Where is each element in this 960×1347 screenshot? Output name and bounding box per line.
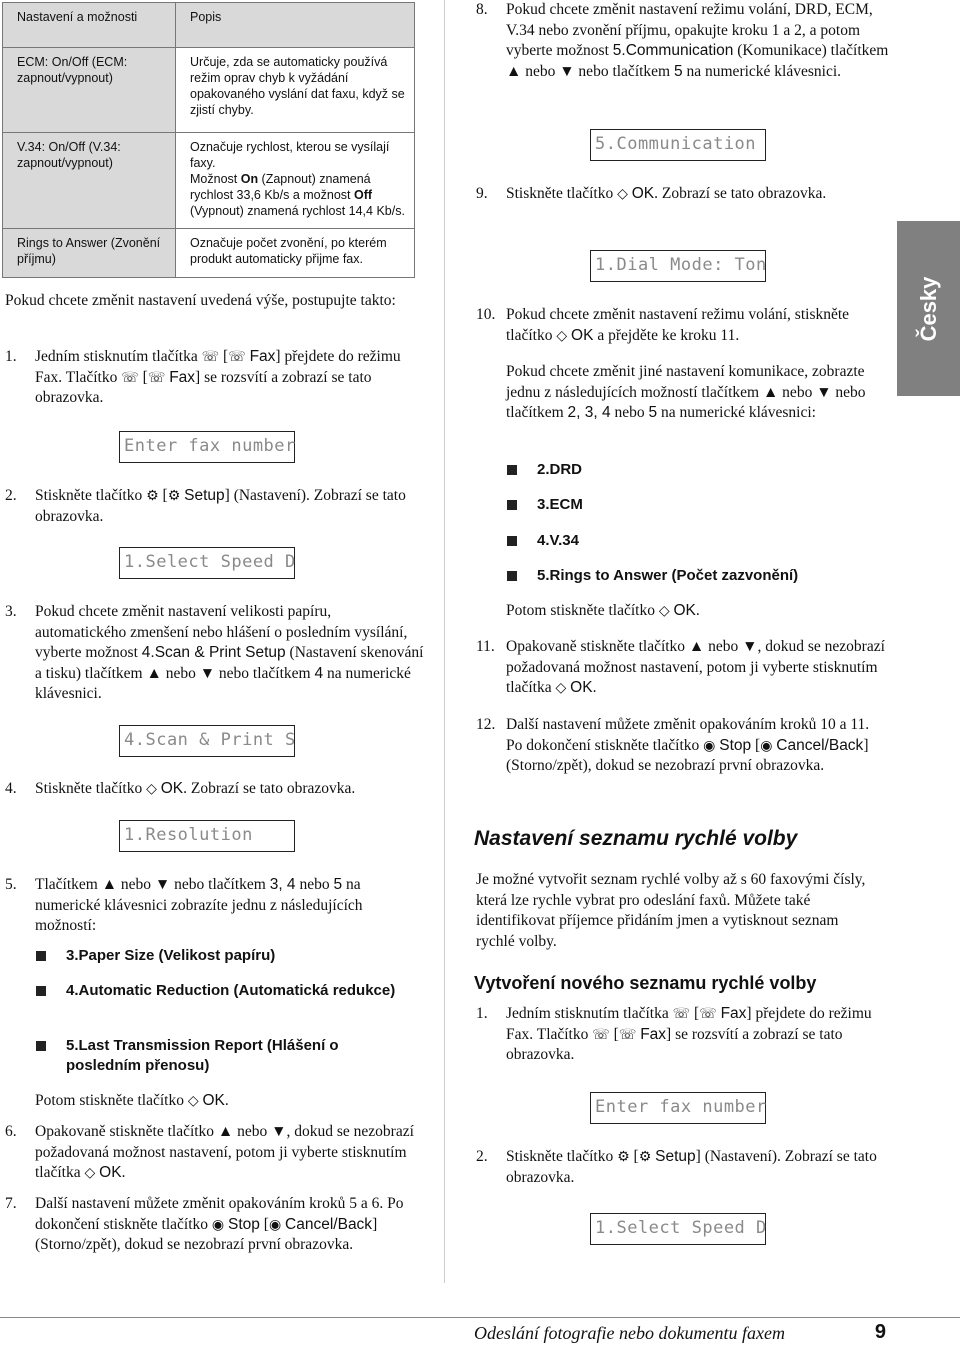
setup-icon: ⚙: [167, 488, 181, 504]
option-item: 4.Automatic Reduction (Automatická redukce): [66, 981, 406, 1001]
option-item: 4.V.34: [537, 531, 877, 551]
bullet-icon: [507, 500, 517, 510]
step-text: Opakovaně stiskněte tlačítko ▲ nebo ▼, dokud se nezobrazí požadovaná možnost nastavení, potom ji vyberte stisknutím tlačítka: [506, 638, 885, 696]
lcd-screen: 1.Select Speed D: [590, 1213, 766, 1245]
step-text: Pokud chcete změnit nastavení režimu volání, stiskněte tlačítko: [506, 306, 850, 344]
step-text: Stiskněte tlačítko: [35, 780, 143, 797]
step-text: přejdete do režimu Fax. Tlačítko: [35, 348, 401, 386]
option-label: 5.Communication: [612, 42, 734, 59]
step-number: 7.: [5, 1195, 17, 1212]
setup-button-label: Setup: [184, 487, 225, 504]
setting-name: V.34: On/Off (V.34: zapnout/vypnout): [3, 133, 176, 229]
ok-icon: ◇: [555, 680, 567, 696]
step-text: . Zobrazí se tato obrazovka.: [654, 185, 827, 202]
ok-icon: ◇: [84, 1165, 96, 1181]
step-number: 1.: [5, 348, 17, 365]
stop-icon: ◉: [703, 737, 716, 754]
fax-icon: ☏: [147, 369, 166, 386]
ok-button-label: OK: [99, 1164, 122, 1181]
fax-button-label: Fax: [249, 348, 276, 365]
table-row: [3, 229, 415, 278]
ok-button-label: OK: [673, 602, 696, 619]
step-number: 4.: [5, 780, 17, 797]
step-number: 2.: [476, 1148, 488, 1165]
setting-name: ECM: On/Off (ECM: zapnout/vypnout): [3, 48, 176, 133]
desc-text: Označuje rychlost, kterou se vysílají faxy.: [190, 140, 390, 170]
section-title: Nastavení seznamu rychlé volby: [474, 827, 798, 850]
step-text: Další nastavení můžete změnit opakováním kroků 10 a 11. Po dokončení stiskněte tlačítko: [506, 716, 870, 754]
fax-icon: ☏: [699, 1006, 717, 1022]
cancel-button-label: Cancel/Back: [776, 736, 864, 754]
page-number: 9: [874, 1321, 886, 1343]
step-text: (Storno/zpět), dokud se nezobrazí první obrazovka.: [35, 1236, 354, 1253]
ok-button-label: OK: [631, 185, 655, 202]
fax-button-label: Fax: [169, 368, 196, 386]
bullet-icon: [507, 571, 517, 581]
table-header-setting: Nastavení a možnosti: [3, 3, 176, 48]
setup-icon: ⚙: [617, 1149, 630, 1165]
then-text: Potom stiskněte tlačítko ◇ OK.: [35, 1091, 425, 1112]
step-text: . Zobrazí se tato obrazovka.: [183, 780, 356, 797]
step-1: 1. Jedním stisknutím tlačítka ☏ [☏ Fax] přejdete do režimu Fax. Tlačítko ☏ [☏ Fax] se rozsvítí a zobrazí se tato obrazovka.: [5, 348, 401, 406]
step-text: Opakovaně stiskněte tlačítko ▲ nebo ▼, dokud se nezobrazí požadovaná možnost nastavení, potom ji vyberte stisknutím tlačítka: [35, 1123, 414, 1181]
ok-icon: ◇: [146, 781, 157, 797]
option-item: 3.Paper Size (Velikost papíru): [66, 946, 406, 966]
step-text: Stiskněte tlačítko: [506, 185, 614, 202]
fax-icon: ☏: [592, 1026, 610, 1043]
ok-button-label: OK: [160, 780, 184, 797]
bullet-icon: [507, 465, 517, 475]
bullet-icon: [507, 536, 517, 546]
new-step-1: 1. Jedním stisknutím tlačítka ☏ [☏ Fax] přejdete do režimu Fax. Tlačítko ☏ [☏ Fax] se rozsvítí a zobrazí se tato obrazovka.: [476, 1005, 872, 1063]
step-text: se rozsvítí a zobrazí se tato obrazovka.: [35, 368, 372, 406]
option-item: 3.ECM: [537, 495, 877, 515]
step-text: se rozsvítí a zobrazí se tato obrazovka.: [506, 1025, 843, 1063]
intro-text: Pokud chcete změnit nastavení uvedená výše, postupujte takto:: [5, 292, 396, 309]
step-4: [5, 779, 435, 800]
fax-button-label: Fax: [640, 1025, 667, 1043]
step-text: Pokud chcete změnit nastavení velikosti papíru, automatického zmenšení nebo hlášení o posledním vysílání, vyberte možnost: [35, 603, 408, 661]
stop-icon: ◉: [268, 1216, 282, 1233]
setting-name: Rings to Answer (Zvonění příjmu): [3, 229, 176, 278]
cancel-button-label: Cancel/Back: [285, 1215, 373, 1233]
then-text: Potom stiskněte tlačítko ◇ OK.: [506, 601, 886, 622]
new-step-2: 2. Stiskněte tlačítko ⚙ [⚙ Setup] (Nastavení). Zobrazí se tato obrazovka.: [476, 1148, 877, 1186]
step-text: Pokud chcete změnit jiné nastavení komunikace, zobrazte jednu z následujících možností tlačítkem ▲ nebo ▼ nebo tlačítkem: [506, 363, 866, 421]
step-8: [476, 0, 898, 82]
step-7: 7. Další nastavení můžete změnit opakováním kroků 5 a 6. Po dokončení stiskněte tlačítko ◉ Stop [◉ Cancel/Back] (Storno/zpět), dokud se nezobrazí první obrazovka.: [5, 1195, 404, 1253]
desc-text: (Zapnout) znamená rychlost 33,6 Kb/s a možnost: [190, 172, 371, 202]
table-row: [3, 133, 415, 229]
option-off: Off: [353, 188, 373, 202]
desc-text: Možnost: [190, 172, 241, 186]
fax-icon: ☏: [672, 1006, 691, 1022]
fax-icon: ☏: [121, 369, 139, 386]
step-text: nebo: [614, 404, 645, 421]
column-divider: [444, 0, 445, 1283]
step-text: přejdete do režimu Fax. Tlačítko: [506, 1005, 872, 1043]
step-3: [5, 602, 425, 705]
step-number: 11.: [476, 638, 495, 655]
lcd-screen: 4.Scan & Print S: [119, 725, 295, 757]
subsection-title: Vytvoření nového seznamu rychlé volby: [474, 973, 817, 993]
step-text: (Nastavení). Zobrazí se tato obrazovka.: [506, 1148, 877, 1186]
section-intro: Je možné vytvořit seznam rychlé volby až s 60 faxovými čísly, která lze rychle vybrat pro odeslání faxů. Můžete také identifikovat příjemce přidáním jmen a vytisknout seznam rychlé volby.: [476, 871, 866, 950]
step-text: na numerické klávesnici.: [686, 62, 842, 80]
lcd-screen: Enter fax number: [590, 1092, 766, 1124]
step-text: Další nastavení můžete změnit opakováním kroků 5 a 6. Po dokončení stiskněte tlačítko: [35, 1195, 404, 1233]
fax-icon: ☏: [228, 349, 246, 365]
stop-button-label: Stop: [228, 1215, 260, 1233]
step-number: 12.: [476, 716, 496, 733]
table-row: [3, 48, 415, 133]
step-9: [476, 184, 886, 205]
option-label: 4.Scan & Print Setup: [141, 644, 286, 661]
step-text: na numerické klávesnici.: [35, 664, 411, 702]
step-text: (Nastavení skenování a tisku) tlačítkem ▲ nebo ▼ nebo tlačítkem: [35, 644, 424, 682]
setting-description: [176, 133, 415, 229]
key-label: 2, 3, 4: [567, 404, 611, 421]
setup-button-label: Setup: [655, 1148, 696, 1165]
step-number: 6.: [5, 1123, 17, 1140]
language-tab: [897, 221, 960, 396]
stop-icon: ◉: [211, 1216, 225, 1233]
lcd-screen: 1.Dial Mode: Ton: [590, 250, 766, 282]
bullet-icon: [36, 986, 46, 996]
step-number: 5.: [5, 876, 17, 893]
bullet-icon: [36, 1041, 46, 1051]
lcd-screen: 1.Resolution: [119, 820, 295, 852]
key-label: 5: [648, 404, 658, 421]
footer-title: Odeslání fotografie nebo dokumentu faxem: [474, 1323, 785, 1343]
ok-button-label: OK: [570, 679, 593, 696]
step-text: Jedním stisknutím tlačítka: [35, 348, 198, 365]
desc-text: (Vypnout) znamená rychlost 14,4 Kb/s.: [190, 204, 405, 218]
step-text: (Nastavení). Zobrazí se tato obrazovka.: [35, 487, 406, 525]
setup-icon: ⚙: [638, 1149, 652, 1165]
ok-icon: ◇: [556, 327, 568, 344]
step-text: Stiskněte tlačítko: [35, 487, 143, 504]
step-number: 2.: [5, 487, 17, 504]
step-text: Jedním stisknutím tlačítka: [506, 1005, 669, 1022]
step-number: 3.: [5, 603, 17, 620]
step-text: Tlačítkem ▲ nebo ▼ nebo tlačítkem: [35, 876, 266, 893]
lcd-screen: 5.Communication: [590, 129, 766, 161]
footer-rule: [0, 1317, 960, 1318]
fax-icon: ☏: [201, 349, 220, 365]
step-text: (Storno/zpět), dokud se nezobrazí první obrazovka.: [506, 757, 825, 774]
option-item: 2.DRD: [537, 460, 877, 480]
step-number: 9.: [476, 185, 488, 202]
lcd-screen: Enter fax number: [119, 431, 295, 463]
step-number: 10.: [476, 306, 496, 323]
step-number: 8.: [476, 1, 488, 18]
ok-button-label: OK: [202, 1092, 225, 1109]
fax-icon: ☏: [618, 1026, 637, 1043]
step-text: a přejděte ke kroku 11.: [597, 326, 740, 344]
key-label: 5: [674, 62, 683, 80]
key-label: 4: [314, 664, 324, 682]
step-text: nebo: [299, 876, 330, 893]
step-10: [476, 305, 886, 346]
option-item: 5.Last Transmission Report (Hlášení o posledním přenosu): [66, 1036, 406, 1076]
setting-description: Označuje počet zvonění, po kterém produkt automaticky přijme fax.: [176, 229, 415, 278]
option-item: 5.Rings to Answer (Počet zazvonění): [537, 566, 877, 586]
step-text: na numerické klávesnici zobrazíte jednu z následujících možností:: [35, 876, 363, 934]
step-text: Stiskněte tlačítko: [506, 1148, 614, 1165]
fax-button-label: Fax: [720, 1005, 747, 1022]
ok-icon: ◇: [187, 1093, 199, 1109]
step-text: na numerické klávesnici:: [661, 404, 816, 421]
setting-description: Určuje, zda se automaticky používá režim oprav chyb k vyžádání opakovaného vyslání dat faxu, když se zjistí chyby.: [176, 48, 415, 133]
option-on: On: [240, 172, 259, 186]
step-6: 6. Opakovaně stiskněte tlačítko ▲ nebo ▼, dokud se nezobrazí požadovaná možnost nastavení, potom ji vyberte stisknutím tlačítka ◇ OK.: [35, 1122, 425, 1184]
step-10-detail: [506, 362, 886, 424]
step-2: 2. Stiskněte tlačítko ⚙ [⚙ Setup] (Nastavení). Zobrazí se tato obrazovka.: [5, 487, 406, 525]
language-label: Česky: [915, 276, 941, 341]
ok-button-label: OK: [571, 326, 594, 344]
key-label: 3, 4: [269, 876, 296, 893]
lcd-screen: 1.Select Speed D: [119, 547, 295, 579]
table-header-description: Popis: [176, 3, 415, 48]
setup-icon: ⚙: [146, 488, 159, 504]
stop-icon: ◉: [760, 737, 773, 754]
ok-icon: ◇: [658, 603, 670, 619]
step-number: 1.: [476, 1005, 488, 1022]
step-12: 12. Další nastavení můžete změnit opakováním kroků 10 a 11. Po dokončení stiskněte tlačítko ◉ Stop [◉ Cancel/Back] (Storno/zpět), dokud se nezobrazí první obrazovka.: [476, 716, 870, 774]
step-text: (Komunikace) tlačítkem ▲ nebo ▼ nebo tlačítkem: [506, 42, 889, 80]
bullet-icon: [36, 951, 46, 961]
step-11: 11. Opakovaně stiskněte tlačítko ▲ nebo ▼, dokud se nezobrazí požadovaná možnost nastavení, potom ji vyberte stisknutím tlačítka ◇ OK.: [506, 637, 886, 699]
stop-button-label: Stop: [719, 736, 752, 754]
ok-icon: ◇: [617, 186, 628, 202]
step-text: Pokud chcete změnit nastavení režimu volání, DRD, ECM, V.34 nebo zvonění příjmu, opakujte kroku 1 a 2, a potom vyberte možnost: [506, 1, 873, 59]
step-5: [5, 875, 425, 937]
key-label: 5: [333, 876, 343, 893]
settings-table: [2, 2, 415, 278]
